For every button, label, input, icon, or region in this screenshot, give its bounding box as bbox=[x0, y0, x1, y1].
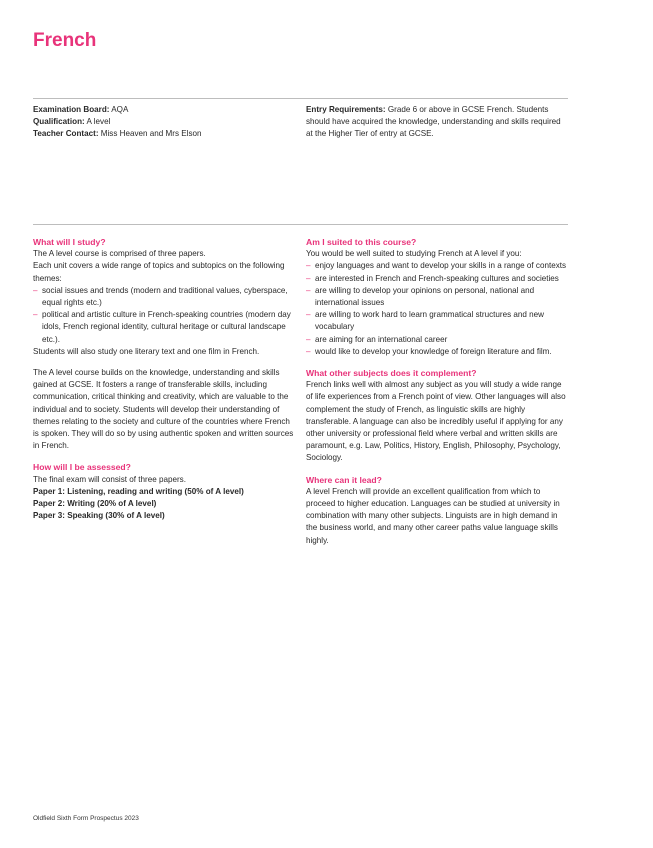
list-item: – enjoy languages and want to develop your skills in a range of contexts bbox=[306, 260, 568, 272]
list-item: – political and artistic culture in French-speaking countries (modern day idols, French regional identity, cultural heritage or cultural landscape etc.). bbox=[33, 309, 295, 346]
list-item: – are aiming for an international career bbox=[306, 334, 568, 346]
qualification-line: Qualification: A level bbox=[33, 117, 111, 127]
footer: Oldfield Sixth Form Prospectus 2023 bbox=[33, 815, 139, 822]
suited-list bbox=[306, 260, 568, 358]
entry-requirements-text: Grade 6 or above in GCSE French. Students should have acquired the knowledge, understanding and skills required at the Higher Tier of entry at GCSE. bbox=[306, 105, 561, 139]
list-item: – are willing to work hard to learn grammatical structures and new vocabulary bbox=[306, 309, 568, 333]
study-literary: Students will also study one literary text and one film in French. bbox=[33, 346, 260, 356]
themes-list bbox=[33, 285, 295, 346]
list-item: – are willing to develop your opinions on personal, national and international issues bbox=[306, 285, 568, 309]
exam-board-line: Examination Board: AQA bbox=[33, 105, 129, 114]
suited-heading: Am I suited to this course? bbox=[306, 237, 417, 247]
list-item: – would like to develop your knowledge of foreign literature and film. bbox=[306, 346, 568, 358]
study-intro-1: The A level course is comprised of three papers. bbox=[33, 249, 206, 259]
page-title: French bbox=[33, 30, 97, 51]
entry-requirements bbox=[306, 104, 568, 141]
study-intro-2: Each unit covers a wide range of topics and subtopics on the following themes: bbox=[33, 261, 285, 283]
top-divider bbox=[33, 98, 568, 99]
suited-intro: You would be well suited to studying French at A level if you: bbox=[306, 249, 522, 259]
middle-divider bbox=[33, 224, 568, 225]
paper-3: Paper 3: Speaking (30% of A level) bbox=[33, 511, 165, 521]
list-item: – are interested in French and French-speaking cultures and societies bbox=[306, 273, 568, 285]
list-item: – social issues and trends (modern and traditional values, cyberspace, equal rights etc.) bbox=[33, 285, 295, 309]
paper-1: Paper 1: Listening, reading and writing (50% of A level) bbox=[33, 486, 244, 496]
left-column bbox=[33, 236, 295, 522]
paper-2: Paper 2: Writing (20% of A level) bbox=[33, 499, 157, 509]
lead-heading: Where can it lead? bbox=[306, 474, 382, 485]
entry-requirements-label: Entry Requirements: bbox=[306, 105, 386, 114]
lead-text: A level French will provide an excellent qualification from which to proceed to higher education. Languages can be studied at university in combination with many other subjects. Linguists are in high demand in the business world, and many other career paths value language skills highly. bbox=[306, 486, 560, 545]
complement-text: French links well with almost any subject as you will study a wide range of life experiences from a French point of view. Other languages will also complement the study of French, as linguistic skills are highly transferable. A language can also be incredibly useful if applying for any other university or professional field where verbal and written skills are paramount, e.g. Law, Politics, History, English, Philosophy, Psychology, Sociology. bbox=[306, 380, 566, 463]
assessed-intro: The final exam will consist of three papers. bbox=[33, 474, 186, 484]
teacher-contact-line: Teacher Contact: Miss Heaven and Mrs Elson bbox=[33, 129, 202, 139]
complement-heading: What other subjects does it complement? bbox=[306, 368, 477, 379]
right-column bbox=[306, 236, 568, 547]
study-heading: What will I study? bbox=[33, 237, 106, 247]
course-info bbox=[33, 104, 295, 141]
assessed-heading: How will I be assessed? bbox=[33, 462, 131, 473]
study-paragraph: The A level course builds on the knowledge, understanding and skills gained at GCSE. It fosters a range of transferable skills, including communication, critical thinking and creativity, which are valuable to the individual and to society. Students will develop their understanding of themes relating to the society and culture of the countries where French is spoken. They will do so by using authentic spoken and written sources in French. bbox=[33, 368, 294, 451]
